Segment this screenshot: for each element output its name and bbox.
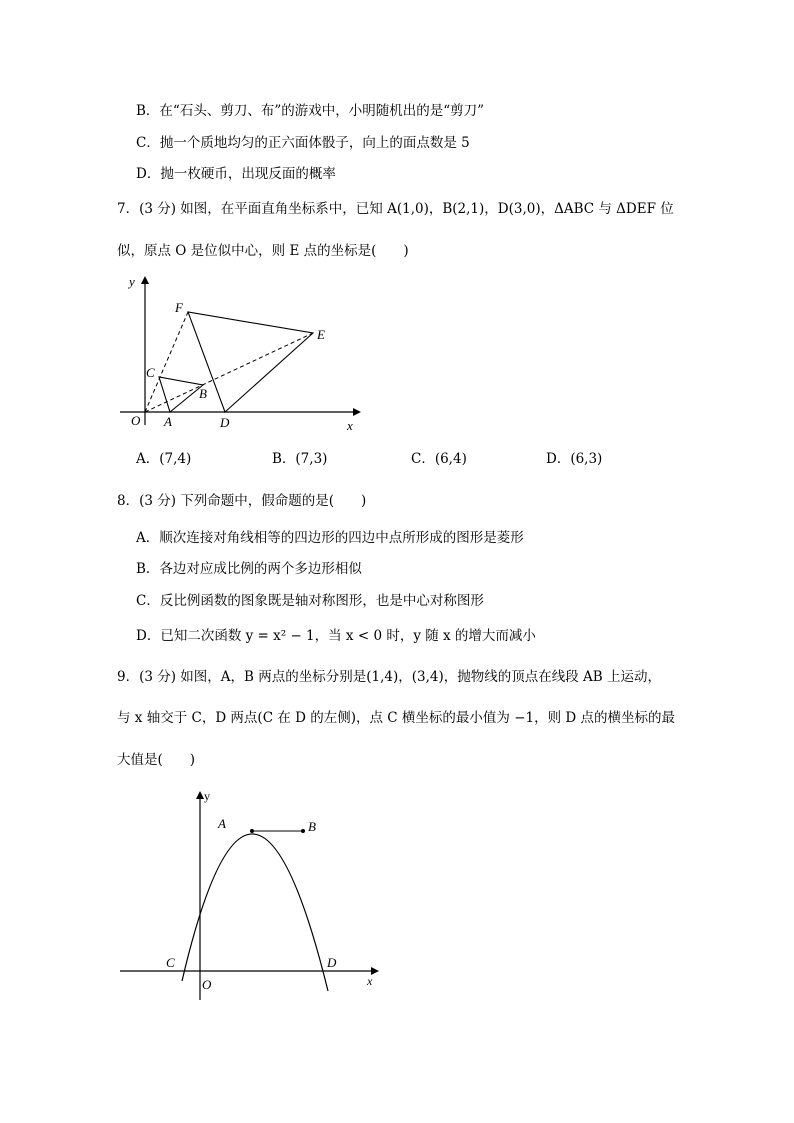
q9-stem-line2: 与 x 轴交于 C，D 两点(C 在 D 的左侧)，点 C 横坐标的最小值为 −1，则 D 点的横坐标的最 <box>117 710 676 726</box>
q8-option-d: D．已知二次函数 y = x² − 1，当 x < 0 时，y 随 x 的增大而减小 <box>136 628 536 644</box>
q7-choice-d: D．(6,3) <box>546 451 603 467</box>
q6-option-b: B．在“石头、剪刀、布”的游戏中，小明随机出的是“剪刀” <box>136 103 485 119</box>
q7-y-arrow <box>141 276 149 284</box>
q9-point-a <box>250 829 254 833</box>
q7-dashed-oe <box>145 333 313 412</box>
q7-stem-line1: 7．(3 分) 如图，在平面直角坐标系中，已知 A(1,0)，B(2,1)，D(3,0)，ΔABC 与 ΔDEF 位 <box>117 201 674 217</box>
q7-choice-c: C．(6,4) <box>411 451 467 467</box>
q7-label-e: E <box>317 327 325 342</box>
q9-label-c: C <box>166 955 175 970</box>
q7-x-arrow <box>353 408 361 416</box>
q7-label-y: y <box>129 274 135 289</box>
q7-dashed-of <box>145 312 188 412</box>
q9-parabola <box>182 834 328 991</box>
q9-label-b: B <box>308 819 316 834</box>
q7-label-a: A <box>164 414 172 429</box>
q9-label-o: O <box>202 977 212 992</box>
q7-label-o: O <box>131 413 141 428</box>
q9-label-a: A <box>218 816 226 831</box>
q9-label-x: x <box>367 974 373 988</box>
q9-stem-line1: 9．(3 分) 如图，A，B 两点的坐标分别是(1,4)，(3,4)，抛物线的顶点在线段 AB 上运动， <box>117 669 662 685</box>
q8-stem: 8．(3 分) 下列命题中，假命题的是( ) <box>117 493 367 509</box>
q6-option-c: C．抛一个质地均匀的正六面体骰子，向上的面点数是 5 <box>136 135 470 151</box>
q9-point-b <box>301 829 305 833</box>
q7-choice-a: A．(7,4) <box>136 451 192 467</box>
q7-label-d: D <box>220 415 230 430</box>
q7-triangle-abc <box>159 377 203 412</box>
q8-option-b: B．各边对应成比例的两个多边形相似 <box>136 561 362 577</box>
q7-choice-b: B．(7,3) <box>272 451 328 467</box>
q7-label-x: x <box>347 418 353 433</box>
q7-label-c: C <box>146 365 155 380</box>
q9-label-d: D <box>327 955 337 970</box>
q9-y-arrow <box>196 791 204 799</box>
q7-label-f: F <box>175 300 183 315</box>
q9-figure <box>115 785 385 1005</box>
q7-figure <box>115 270 365 435</box>
q7-label-b: B <box>199 386 207 401</box>
q7-stem-line2: 似，原点 O 是位似中心，则 E 点的坐标是( ) <box>117 243 409 259</box>
q6-option-d: D．抛一枚硬币，出现反面的概率 <box>136 166 336 182</box>
q9-label-y: y <box>204 789 210 803</box>
q8-option-c: C．反比例函数的图象既是轴对称图形，也是中心对称图形 <box>136 593 484 609</box>
q9-stem-line3: 大值是( ) <box>117 752 196 768</box>
q8-option-a: A．顺次连接对角线相等的四边形的四边中点所形成的图形是菱形 <box>136 530 524 546</box>
